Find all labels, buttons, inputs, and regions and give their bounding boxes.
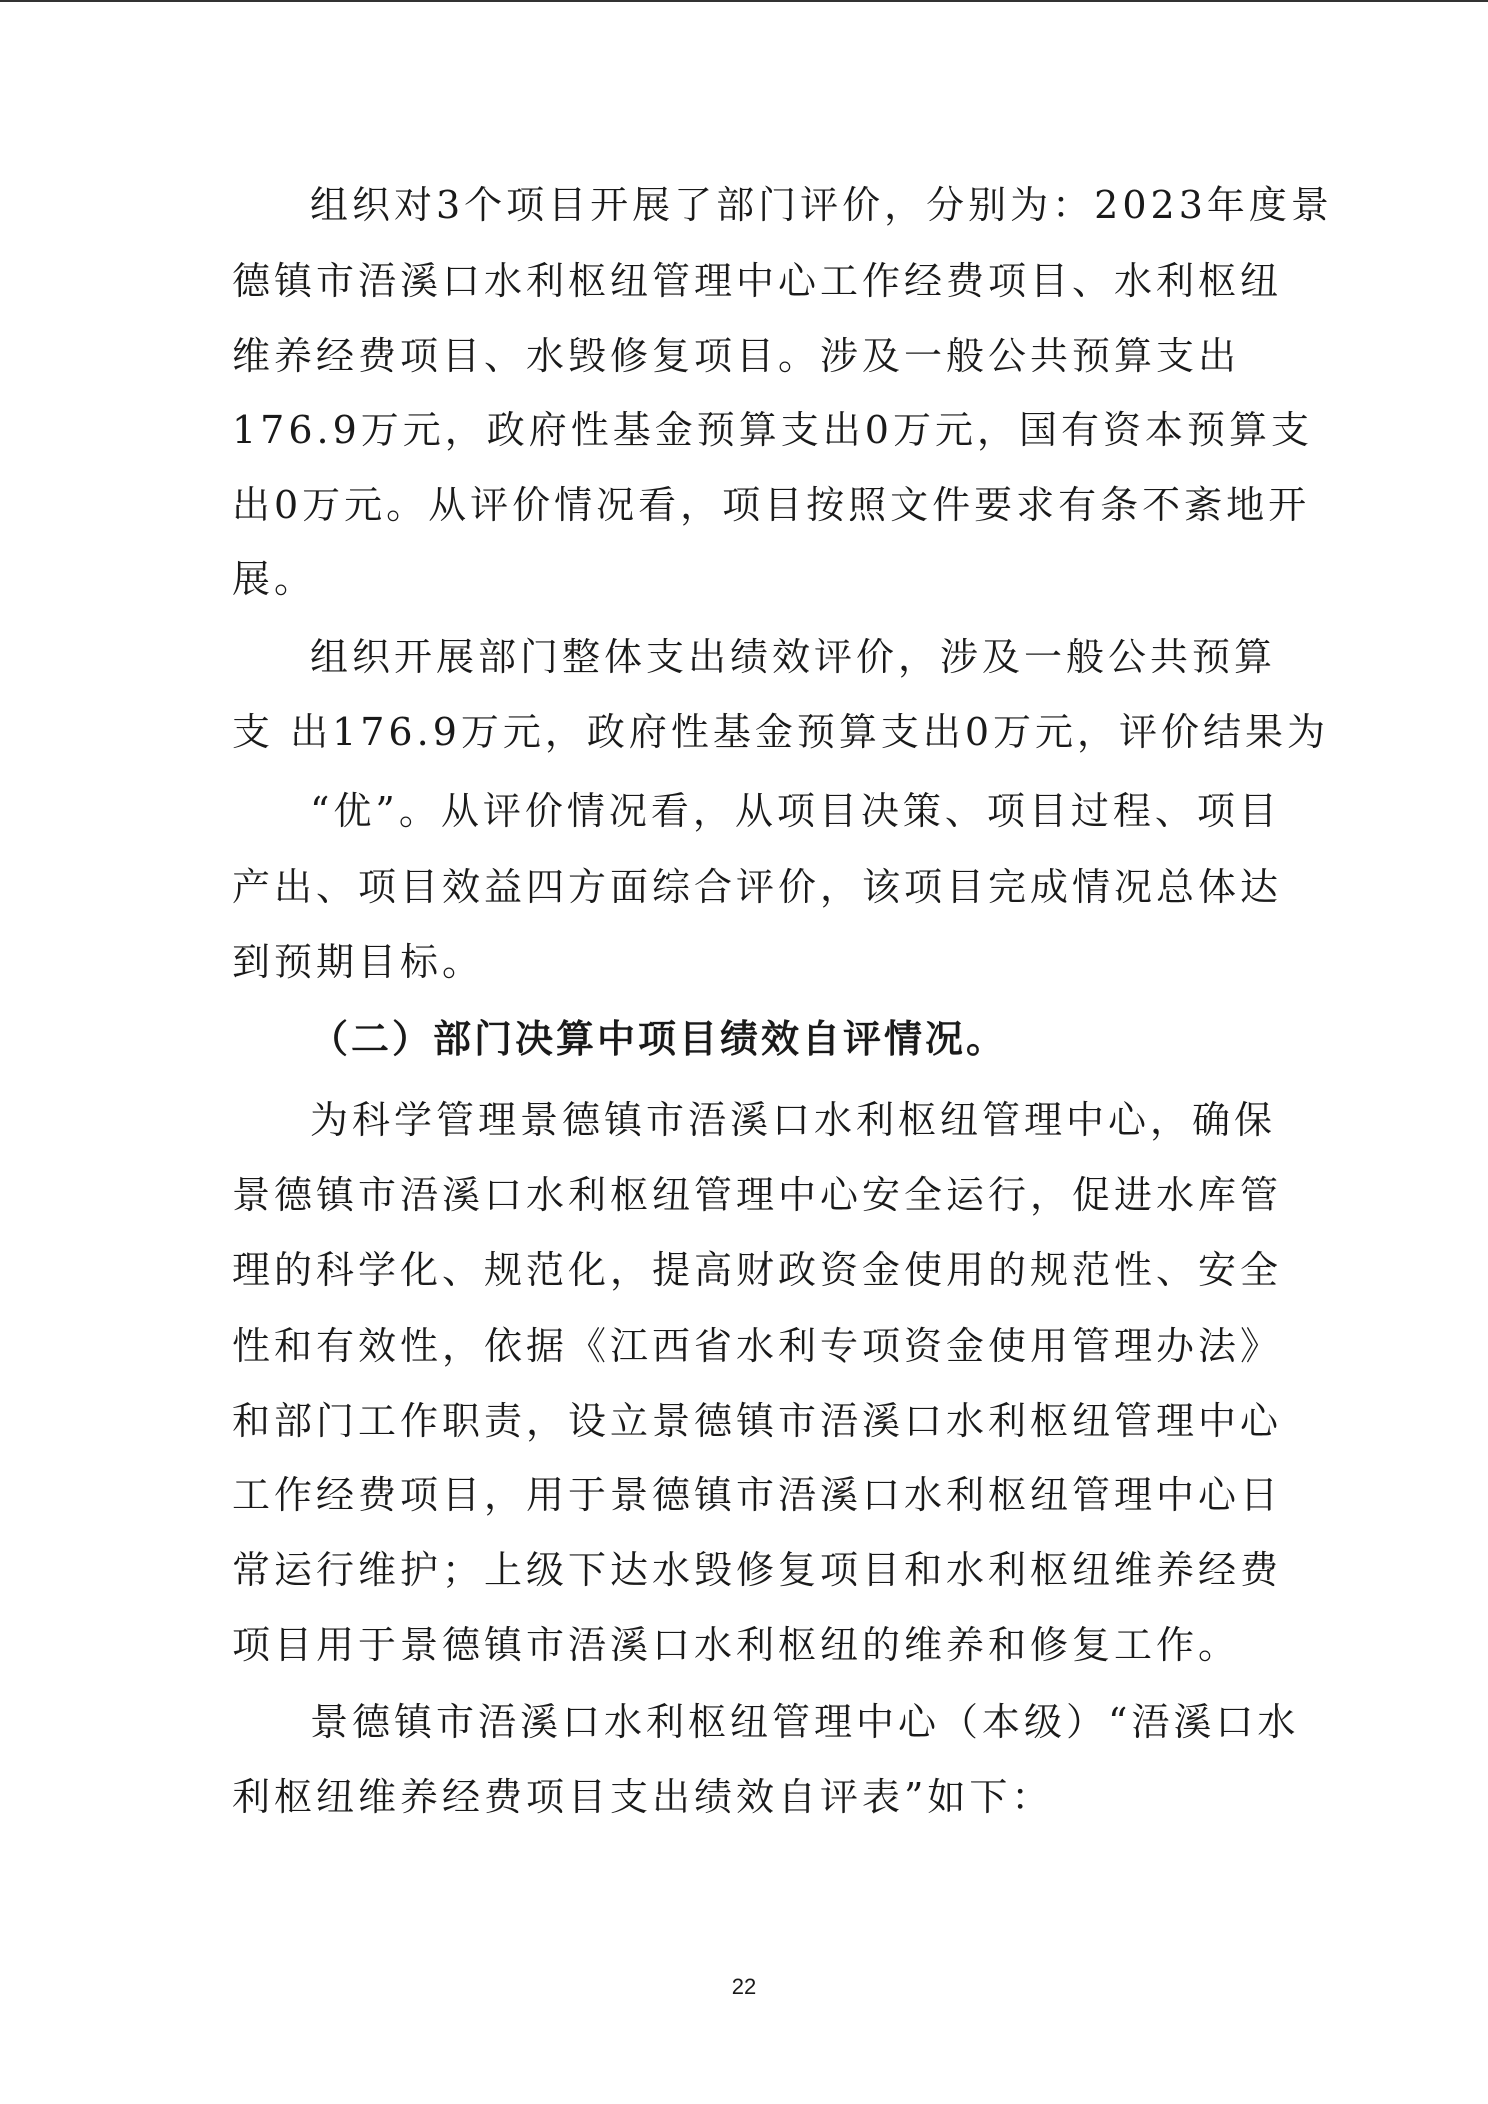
text-line: 利枢纽维养经费项目支出绩效自评表”如下： (232, 1775, 1054, 1819)
text-line: 组织对3个项目开展了部门评价，分别为：2023年度景 (310, 183, 1333, 227)
text-line: 理的科学化、规范化，提高财政资金使用的规范性、安全 (232, 1248, 1283, 1292)
page-number: 22 (731, 1974, 757, 1999)
text-line: “优”。从评价情况看，从项目决策、项目过程、项目 (310, 789, 1281, 833)
section-heading: （二）部门决算中项目绩效自评情况。 (310, 1017, 1008, 1061)
text-line: 176.9万元，政府性基金预算支出0万元，国有资本预算支 (232, 408, 1313, 452)
text-line: 产出、项目效益四方面综合评价，该项目完成情况总体达 (232, 865, 1283, 909)
text-line: 常运行维护；上级下达水毁修复项目和水利枢纽维养经费 (232, 1548, 1283, 1592)
text-line: 性和有效性，依据《江西省水利专项资金使用管理办法》 (232, 1324, 1283, 1368)
text-line: 景德镇市浯溪口水利枢纽管理中心（本级）“浯溪口水 (310, 1700, 1300, 1744)
text-line: 德镇市浯溪口水利枢纽管理中心工作经费项目、水利枢纽 (232, 259, 1283, 303)
text-line: 工作经费项目，用于景德镇市浯溪口水利枢纽管理中心日 (232, 1473, 1283, 1517)
text-line: 展。 (232, 557, 317, 601)
text-line: 到预期目标。 (232, 940, 485, 984)
text-line: 组织开展部门整体支出绩效评价，涉及一般公共预算 (310, 635, 1277, 679)
text-line: 为科学管理景德镇市浯溪口水利枢纽管理中心，确保 (310, 1098, 1277, 1142)
page-top-border (0, 0, 1488, 2)
text-line: 支 出176.9万元，政府性基金预算支出0万元，评价结果为 (232, 710, 1330, 754)
text-line: 景德镇市浯溪口水利枢纽管理中心安全运行，促进水库管 (232, 1173, 1283, 1217)
text-line: 维养经费项目、水毁修复项目。涉及一般公共预算支出 (232, 334, 1241, 378)
text-line: 和部门工作职责，设立景德镇市浯溪口水利枢纽管理中心 (232, 1399, 1283, 1443)
text-line: 项目用于景德镇市浯溪口水利枢纽的维养和修复工作。 (232, 1623, 1241, 1667)
text-line: 出0万元。从评价情况看，项目按照文件要求有条不紊地开 (232, 483, 1311, 527)
